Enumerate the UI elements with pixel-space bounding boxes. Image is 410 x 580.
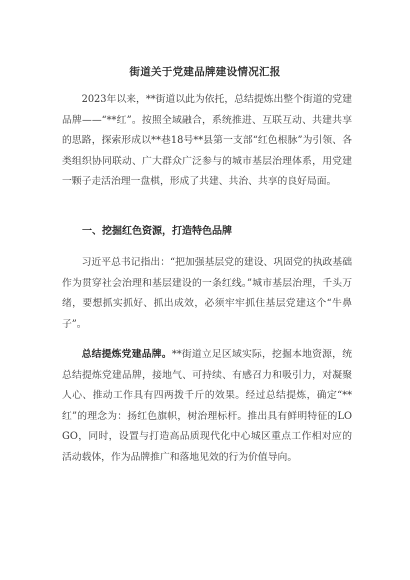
- brand-paragraph-lead: 总结提炼党建品牌。: [81, 349, 172, 360]
- brand-paragraph: [62, 345, 352, 468]
- intro-paragraph: 2023年以来，**街道以此为依托，总结提炼出整个街道的党建品牌——“**红”。按照全域融合，系统推进、互联互动、共建共享的思路，探索形成以**巷18号**县第一支部“红色根脉”为引领、各类组织协同联动、广大群众广泛参与的城市基层治理体系，用党建一颗子走活治理一盘棋，形成了共建、共治、共享的良好局面。: [62, 94, 352, 187]
- brand-paragraph-body: **街道立足区域实际，挖掘本地资源，统总结提炼党建品牌，接地气、可持续、有感召力和吸引力，对凝聚人心、推动工作具有四两拨千斤的效果。经过总结提炼，确定“**红”的理念为：扬红色旗帜，树治理标杆。推出具有鲜明特征的LOGO，同时，设置与打造高品质现代化中心城区重点工作相对应的活动载体，作为品牌推广和落地见效的行为价值导向。: [62, 349, 353, 463]
- section-heading-1: 一、挖掘红色资源，打造特色品牌: [82, 226, 232, 237]
- quote-paragraph: 习近平总书记指出：“把加强基层党的建设、巩固党的执政基础作为贯穿社会治理和基层建设的一条红线。”城市基层治理，千头万绪，要想抓实抓好、抓出成效，必须牢牢抓住基层党建这个“牛鼻子”。: [62, 257, 352, 330]
- document-title: 街道关于党建品牌建设情况汇报: [129, 66, 281, 78]
